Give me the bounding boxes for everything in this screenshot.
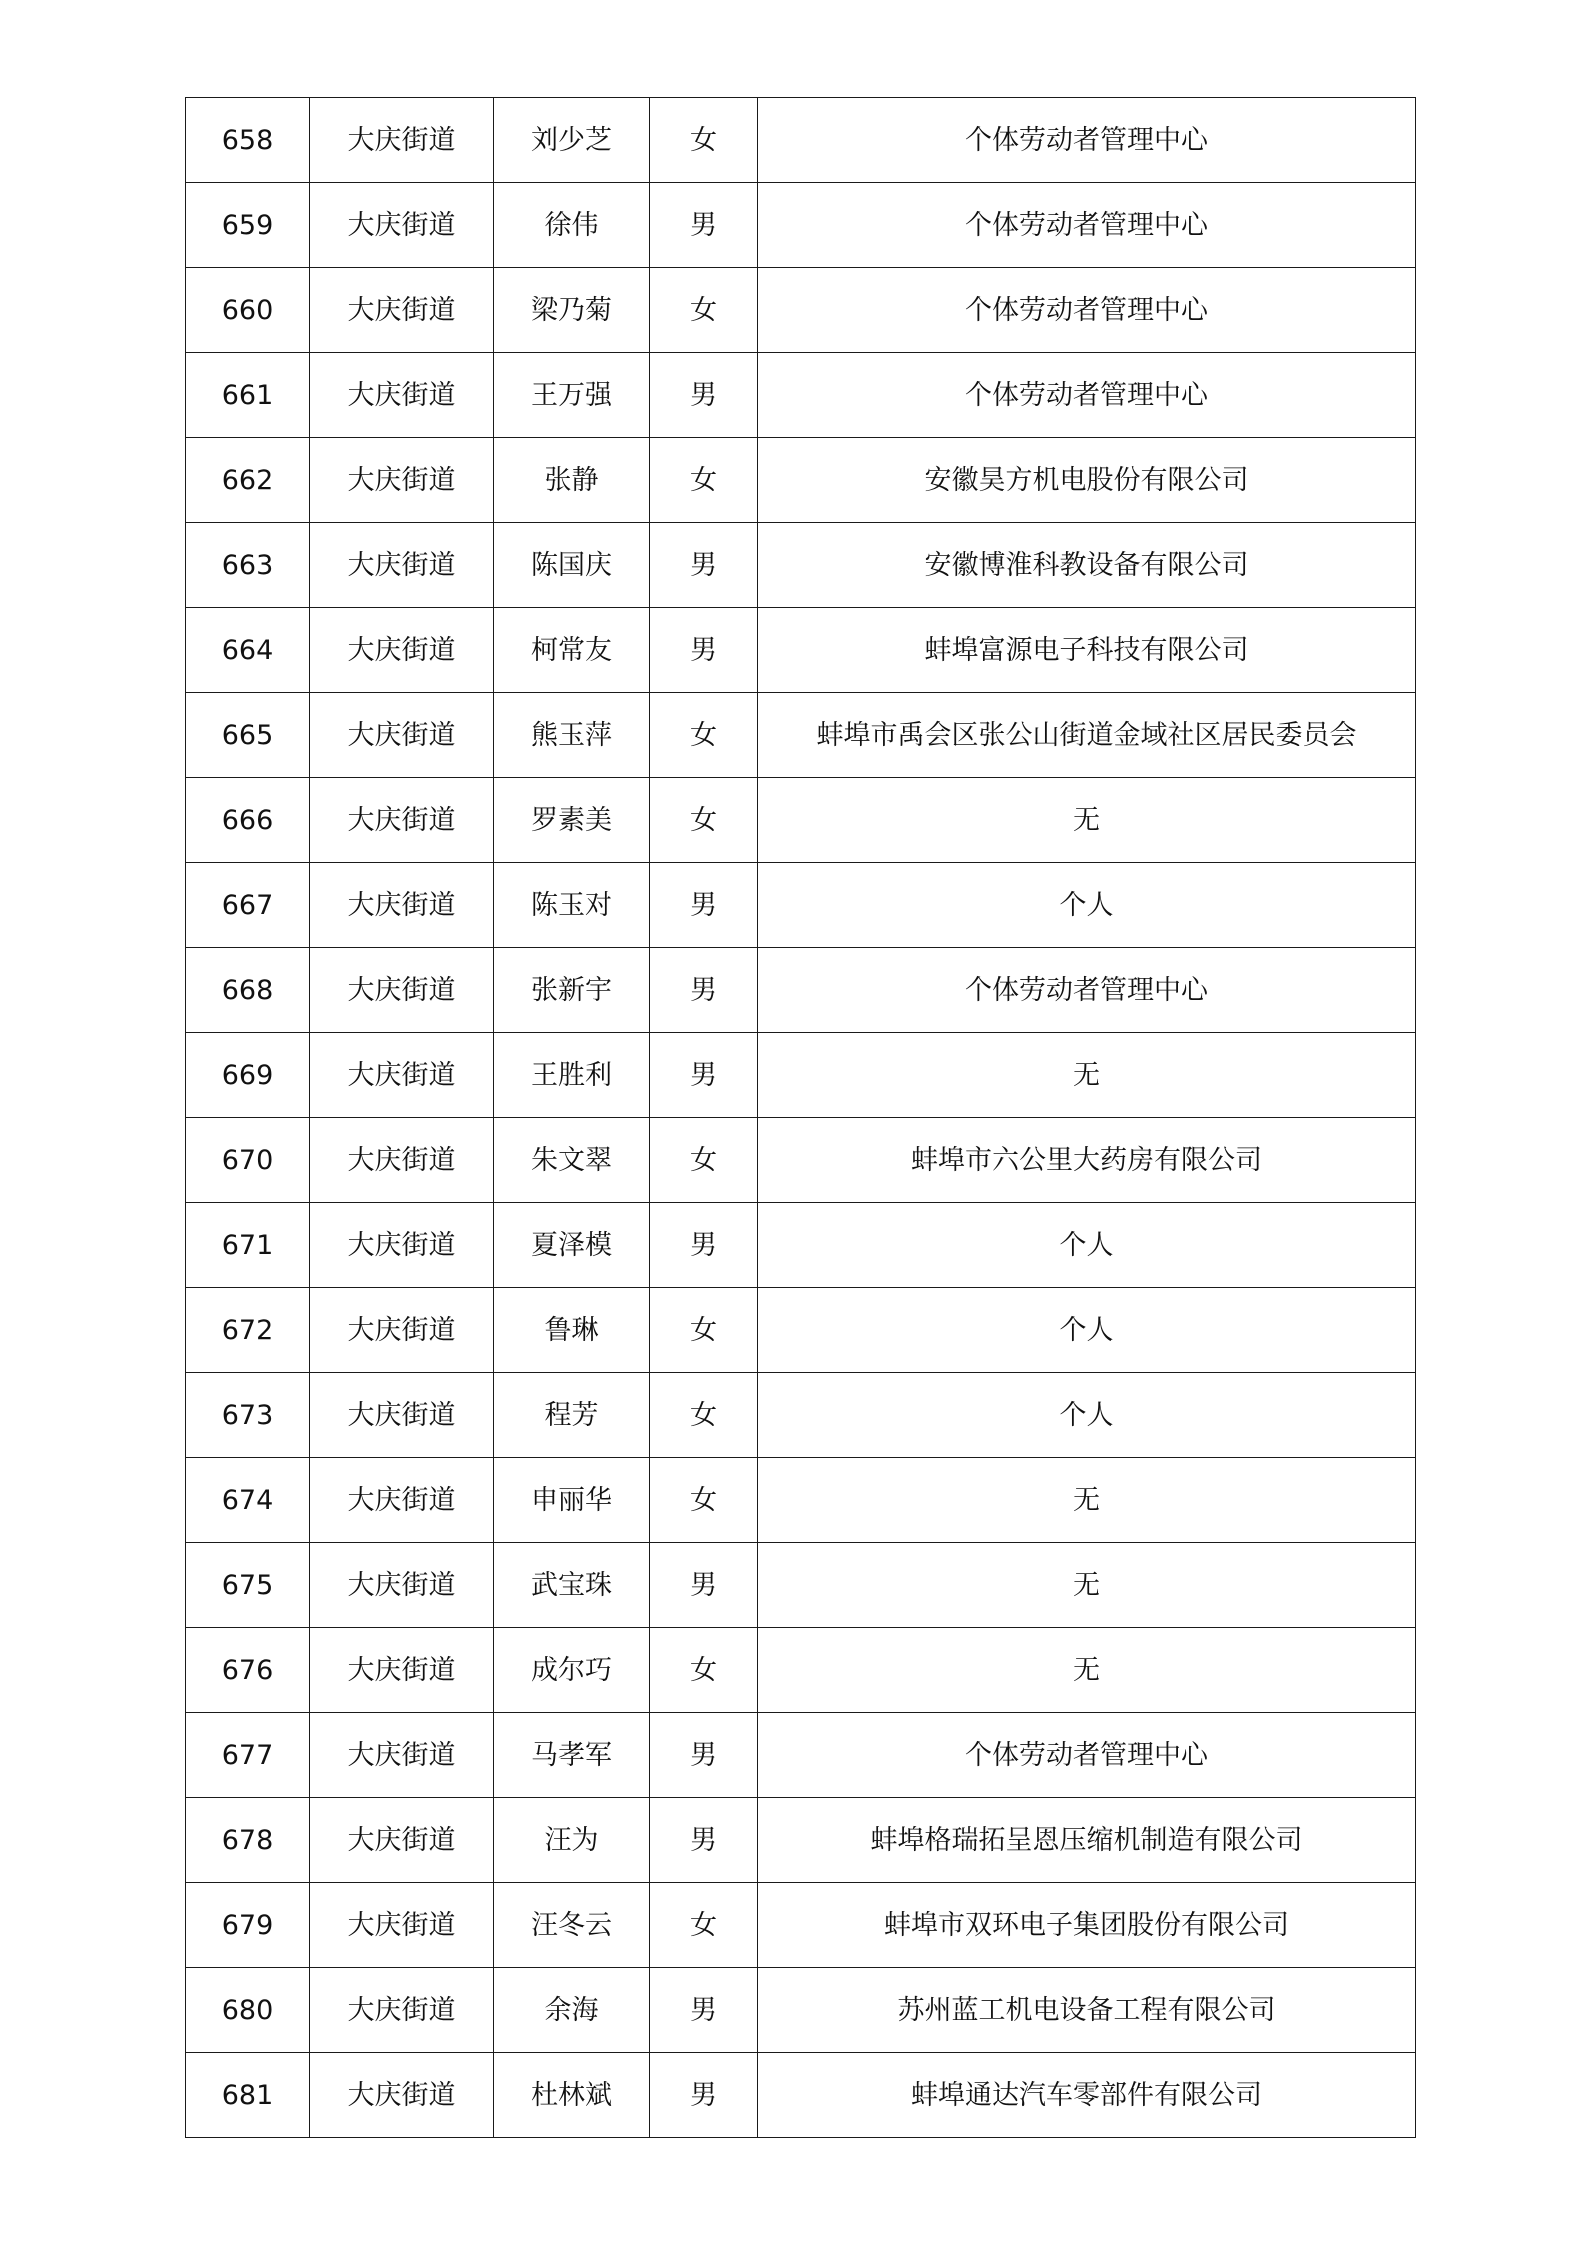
name-cell: 张新宇 [494,948,650,1033]
row-number-cell: 669 [186,1033,310,1118]
row-number-cell: 662 [186,438,310,523]
gender-cell: 女 [650,98,758,183]
name-cell: 程芳 [494,1373,650,1458]
street-cell: 大庆街道 [310,1203,494,1288]
row-number-cell: 661 [186,353,310,438]
gender-cell: 女 [650,778,758,863]
name-cell: 鲁琳 [494,1288,650,1373]
table-row [186,1118,1416,1203]
table-row [186,1883,1416,1968]
table-row [186,948,1416,1033]
gender-cell: 女 [650,1288,758,1373]
name-cell: 张静 [494,438,650,523]
organization-cell: 蚌埠格瑞拓呈恩压缩机制造有限公司 [758,1798,1416,1883]
row-number-cell: 670 [186,1118,310,1203]
row-number-cell: 659 [186,183,310,268]
table-row [186,693,1416,778]
name-cell: 陈国庆 [494,523,650,608]
row-number-cell: 665 [186,693,310,778]
row-number-cell: 677 [186,1713,310,1798]
gender-cell: 男 [650,1543,758,1628]
street-cell: 大庆街道 [310,183,494,268]
organization-cell: 蚌埠富源电子科技有限公司 [758,608,1416,693]
street-cell: 大庆街道 [310,778,494,863]
gender-cell: 女 [650,438,758,523]
street-cell: 大庆街道 [310,948,494,1033]
table-row [186,1033,1416,1118]
table-row [186,1373,1416,1458]
name-cell: 余海 [494,1968,650,2053]
gender-cell: 男 [650,1713,758,1798]
name-cell: 成尔巧 [494,1628,650,1713]
roster-table-container [185,97,1415,2138]
gender-cell: 男 [650,183,758,268]
name-cell: 武宝珠 [494,1543,650,1628]
gender-cell: 女 [650,1883,758,1968]
organization-cell: 个人 [758,1288,1416,1373]
gender-cell: 男 [650,863,758,948]
row-number-cell: 679 [186,1883,310,1968]
organization-cell: 个体劳动者管理中心 [758,98,1416,183]
organization-cell: 安徽昊方机电股份有限公司 [758,438,1416,523]
name-cell: 夏泽模 [494,1203,650,1288]
name-cell: 熊玉萍 [494,693,650,778]
table-row [186,1798,1416,1883]
table-row [186,98,1416,183]
street-cell: 大庆街道 [310,1713,494,1798]
row-number-cell: 680 [186,1968,310,2053]
street-cell: 大庆街道 [310,1628,494,1713]
street-cell: 大庆街道 [310,608,494,693]
table-row [186,1543,1416,1628]
row-number-cell: 663 [186,523,310,608]
table-row [186,268,1416,353]
row-number-cell: 668 [186,948,310,1033]
gender-cell: 女 [650,1118,758,1203]
row-number-cell: 664 [186,608,310,693]
organization-cell: 无 [758,778,1416,863]
row-number-cell: 678 [186,1798,310,1883]
organization-cell: 个体劳动者管理中心 [758,1713,1416,1798]
gender-cell: 女 [650,1373,758,1458]
name-cell: 陈玉对 [494,863,650,948]
organization-cell: 无 [758,1033,1416,1118]
street-cell: 大庆街道 [310,1968,494,2053]
organization-cell: 个人 [758,1373,1416,1458]
gender-cell: 男 [650,2053,758,2138]
street-cell: 大庆街道 [310,98,494,183]
street-cell: 大庆街道 [310,268,494,353]
table-row [186,608,1416,693]
street-cell: 大庆街道 [310,863,494,948]
table-row [186,778,1416,863]
name-cell: 朱文翠 [494,1118,650,1203]
name-cell: 梁乃菊 [494,268,650,353]
row-number-cell: 675 [186,1543,310,1628]
name-cell: 汪为 [494,1798,650,1883]
gender-cell: 男 [650,948,758,1033]
gender-cell: 男 [650,353,758,438]
gender-cell: 男 [650,1033,758,1118]
row-number-cell: 672 [186,1288,310,1373]
gender-cell: 男 [650,1798,758,1883]
gender-cell: 男 [650,523,758,608]
table-row [186,1628,1416,1713]
row-number-cell: 667 [186,863,310,948]
row-number-cell: 671 [186,1203,310,1288]
street-cell: 大庆街道 [310,438,494,523]
organization-cell: 无 [758,1458,1416,1543]
row-number-cell: 674 [186,1458,310,1543]
organization-cell: 个体劳动者管理中心 [758,948,1416,1033]
organization-cell: 个体劳动者管理中心 [758,183,1416,268]
table-row [186,1203,1416,1288]
name-cell: 柯常友 [494,608,650,693]
table-row [186,353,1416,438]
street-cell: 大庆街道 [310,1883,494,1968]
street-cell: 大庆街道 [310,1373,494,1458]
street-cell: 大庆街道 [310,1288,494,1373]
gender-cell: 女 [650,1458,758,1543]
organization-cell: 安徽博淮科教设备有限公司 [758,523,1416,608]
street-cell: 大庆街道 [310,1118,494,1203]
name-cell: 徐伟 [494,183,650,268]
street-cell: 大庆街道 [310,523,494,608]
street-cell: 大庆街道 [310,1543,494,1628]
organization-cell: 蚌埠市禹会区张公山街道金域社区居民委员会 [758,693,1416,778]
gender-cell: 男 [650,1203,758,1288]
organization-cell: 个体劳动者管理中心 [758,353,1416,438]
organization-cell: 个人 [758,1203,1416,1288]
row-number-cell: 666 [186,778,310,863]
organization-cell: 无 [758,1543,1416,1628]
name-cell: 汪冬云 [494,1883,650,1968]
table-row [186,1713,1416,1798]
organization-cell: 个体劳动者管理中心 [758,268,1416,353]
street-cell: 大庆街道 [310,2053,494,2138]
organization-cell: 蚌埠通达汽车零部件有限公司 [758,2053,1416,2138]
gender-cell: 男 [650,608,758,693]
roster-table [185,97,1416,2138]
row-number-cell: 676 [186,1628,310,1713]
organization-cell: 蚌埠市六公里大药房有限公司 [758,1118,1416,1203]
organization-cell: 苏州蓝工机电设备工程有限公司 [758,1968,1416,2053]
name-cell: 罗素美 [494,778,650,863]
table-row [186,1968,1416,2053]
name-cell: 王胜利 [494,1033,650,1118]
roster-table-body [186,98,1416,2138]
street-cell: 大庆街道 [310,1798,494,1883]
organization-cell: 蚌埠市双环电子集团股份有限公司 [758,1883,1416,1968]
name-cell: 申丽华 [494,1458,650,1543]
gender-cell: 女 [650,268,758,353]
organization-cell: 个人 [758,863,1416,948]
gender-cell: 女 [650,693,758,778]
street-cell: 大庆街道 [310,353,494,438]
gender-cell: 男 [650,1968,758,2053]
street-cell: 大庆街道 [310,1033,494,1118]
organization-cell: 无 [758,1628,1416,1713]
table-row [186,1458,1416,1543]
row-number-cell: 658 [186,98,310,183]
row-number-cell: 673 [186,1373,310,1458]
name-cell: 王万强 [494,353,650,438]
table-row [186,2053,1416,2138]
table-row [186,863,1416,948]
table-row [186,1288,1416,1373]
name-cell: 马孝军 [494,1713,650,1798]
row-number-cell: 660 [186,268,310,353]
gender-cell: 女 [650,1628,758,1713]
table-row [186,438,1416,523]
name-cell: 刘少芝 [494,98,650,183]
table-row [186,183,1416,268]
table-row [186,523,1416,608]
row-number-cell: 681 [186,2053,310,2138]
street-cell: 大庆街道 [310,1458,494,1543]
street-cell: 大庆街道 [310,693,494,778]
name-cell: 杜林斌 [494,2053,650,2138]
